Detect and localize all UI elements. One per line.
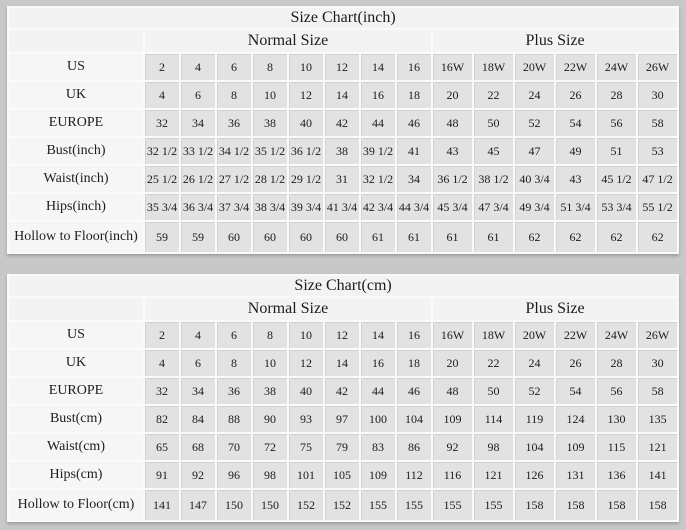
size-value-cell: 36 1/2 [289, 138, 323, 164]
size-value-cell: 50 [474, 110, 513, 136]
size-value-cell: 18 [397, 82, 431, 108]
size-value-cell: 131 [556, 462, 595, 488]
size-value-cell: 70 [217, 434, 251, 460]
row-label: UK [9, 82, 143, 108]
size-value-cell: 49 [556, 138, 595, 164]
size-value-cell: 44 [361, 110, 395, 136]
table-row [9, 490, 677, 520]
size-value-cell: 155 [433, 490, 472, 520]
size-value-cell: 158 [638, 490, 677, 520]
table-row [9, 110, 677, 136]
size-value-cell: 58 [638, 110, 677, 136]
table-row [9, 462, 677, 488]
size-value-cell: 98 [474, 434, 513, 460]
size-value-cell: 30 [638, 82, 677, 108]
size-value-cell: 4 [181, 54, 215, 80]
size-value-cell: 18W [474, 54, 513, 80]
size-value-cell: 36 1/2 [433, 166, 472, 192]
size-value-cell: 61 [397, 222, 431, 252]
size-value-cell: 68 [181, 434, 215, 460]
size-value-cell: 38 1/2 [474, 166, 513, 192]
size-value-cell: 45 1/2 [597, 166, 636, 192]
row-label: Bust(cm) [9, 406, 143, 432]
row-label: Hollow to Floor(cm) [9, 490, 143, 520]
size-value-cell: 26W [638, 322, 677, 348]
size-value-cell: 4 [145, 82, 179, 108]
table-row [9, 82, 677, 108]
size-value-cell: 114 [474, 406, 513, 432]
size-value-cell: 49 3/4 [515, 194, 554, 220]
size-value-cell: 61 [474, 222, 513, 252]
size-value-cell: 16W [433, 322, 472, 348]
size-value-cell: 26 [556, 82, 595, 108]
size-value-cell: 46 [397, 110, 431, 136]
size-value-cell: 72 [253, 434, 287, 460]
size-value-cell: 8 [217, 82, 251, 108]
size-value-cell: 36 [217, 378, 251, 404]
size-value-cell: 52 [515, 378, 554, 404]
size-value-cell: 115 [597, 434, 636, 460]
size-value-cell: 24W [597, 54, 636, 80]
size-value-cell: 18 [397, 350, 431, 376]
size-value-cell: 42 [325, 378, 359, 404]
size-value-cell: 40 [289, 110, 323, 136]
size-value-cell: 135 [638, 406, 677, 432]
size-value-cell: 2 [145, 54, 179, 80]
size-value-cell: 53 [638, 138, 677, 164]
size-value-cell: 41 3/4 [325, 194, 359, 220]
size-value-cell: 109 [433, 406, 472, 432]
row-label: Hips(inch) [9, 194, 143, 220]
size-value-cell: 16 [397, 322, 431, 348]
size-value-cell: 12 [289, 82, 323, 108]
size-value-cell: 8 [253, 322, 287, 348]
size-value-cell: 22W [556, 54, 595, 80]
size-value-cell: 40 [289, 378, 323, 404]
size-value-cell: 10 [253, 350, 287, 376]
size-value-cell: 116 [433, 462, 472, 488]
size-value-cell: 60 [325, 222, 359, 252]
size-value-cell: 22W [556, 322, 595, 348]
table-title-row [9, 276, 677, 296]
size-value-cell: 62 [638, 222, 677, 252]
size-value-cell: 124 [556, 406, 595, 432]
size-value-cell: 6 [217, 54, 251, 80]
size-value-cell: 30 [638, 350, 677, 376]
size-value-cell: 32 [145, 378, 179, 404]
size-value-cell: 46 [397, 378, 431, 404]
table-row [9, 406, 677, 432]
size-value-cell: 60 [253, 222, 287, 252]
size-value-cell: 14 [325, 350, 359, 376]
size-value-cell: 136 [597, 462, 636, 488]
size-value-cell: 18W [474, 322, 513, 348]
size-value-cell: 29 1/2 [289, 166, 323, 192]
size-value-cell: 8 [253, 54, 287, 80]
row-label: EUROPE [9, 110, 143, 136]
size-value-cell: 97 [325, 406, 359, 432]
size-value-cell: 34 [397, 166, 431, 192]
size-value-cell: 10 [289, 322, 323, 348]
size-value-cell: 43 [433, 138, 472, 164]
size-value-cell: 14 [325, 82, 359, 108]
size-value-cell: 60 [217, 222, 251, 252]
size-value-cell: 141 [145, 490, 179, 520]
size-value-cell: 62 [556, 222, 595, 252]
plus-size-header: Plus Size [433, 30, 677, 52]
size-value-cell: 88 [217, 406, 251, 432]
normal-size-header: Normal Size [145, 298, 431, 320]
size-value-cell: 59 [145, 222, 179, 252]
table-row [9, 54, 677, 80]
size-value-cell: 109 [361, 462, 395, 488]
size-value-cell: 32 1/2 [361, 166, 395, 192]
size-value-cell: 141 [638, 462, 677, 488]
size-value-cell: 40 3/4 [515, 166, 554, 192]
size-group-header-row [9, 298, 677, 320]
size-value-cell: 61 [433, 222, 472, 252]
size-value-cell: 32 [145, 110, 179, 136]
size-value-cell: 47 3/4 [474, 194, 513, 220]
size-value-cell: 22 [474, 350, 513, 376]
row-label: Hips(cm) [9, 462, 143, 488]
size-value-cell: 104 [397, 406, 431, 432]
size-value-cell: 119 [515, 406, 554, 432]
row-label: EUROPE [9, 378, 143, 404]
size-value-cell: 51 3/4 [556, 194, 595, 220]
row-label: US [9, 54, 143, 80]
size-value-cell: 10 [289, 54, 323, 80]
table-title-row [9, 8, 677, 28]
size-value-cell: 8 [217, 350, 251, 376]
size-value-cell: 12 [289, 350, 323, 376]
size-value-cell: 44 [361, 378, 395, 404]
size-value-cell: 22 [474, 82, 513, 108]
size-value-cell: 24 [515, 350, 554, 376]
size-value-cell: 90 [253, 406, 287, 432]
size-value-cell: 152 [289, 490, 323, 520]
table-row [9, 350, 677, 376]
size-value-cell: 92 [433, 434, 472, 460]
size-value-cell: 45 3/4 [433, 194, 472, 220]
size-value-cell: 105 [325, 462, 359, 488]
size-value-cell: 45 [474, 138, 513, 164]
size-chart-cm-table [7, 274, 679, 522]
size-value-cell: 60 [289, 222, 323, 252]
size-value-cell: 32 1/2 [145, 138, 179, 164]
table-row [9, 322, 677, 348]
size-value-cell: 14 [361, 322, 395, 348]
corner-cell [9, 298, 143, 320]
size-value-cell: 26 1/2 [181, 166, 215, 192]
size-value-cell: 4 [145, 350, 179, 376]
size-value-cell: 62 [597, 222, 636, 252]
size-value-cell: 34 [181, 378, 215, 404]
size-value-cell: 20W [515, 322, 554, 348]
size-value-cell: 150 [253, 490, 287, 520]
size-value-cell: 47 1/2 [638, 166, 677, 192]
size-value-cell: 104 [515, 434, 554, 460]
table-row [9, 222, 677, 252]
size-value-cell: 16 [397, 54, 431, 80]
size-value-cell: 130 [597, 406, 636, 432]
size-value-cell: 38 [253, 110, 287, 136]
size-value-cell: 83 [361, 434, 395, 460]
size-value-cell: 65 [145, 434, 179, 460]
size-group-header-row [9, 30, 677, 52]
size-value-cell: 48 [433, 110, 472, 136]
size-value-cell: 14 [361, 54, 395, 80]
size-chart-inch-section [7, 6, 679, 254]
size-value-cell: 37 3/4 [217, 194, 251, 220]
size-value-cell: 20 [433, 82, 472, 108]
size-value-cell: 36 [217, 110, 251, 136]
size-value-cell: 52 [515, 110, 554, 136]
size-value-cell: 96 [217, 462, 251, 488]
size-value-cell: 38 3/4 [253, 194, 287, 220]
size-value-cell: 92 [181, 462, 215, 488]
plus-size-header: Plus Size [433, 298, 677, 320]
size-value-cell: 79 [325, 434, 359, 460]
size-value-cell: 38 [253, 378, 287, 404]
size-chart-cm-section [7, 274, 679, 522]
size-value-cell: 27 1/2 [217, 166, 251, 192]
table-row [9, 166, 677, 192]
size-value-cell: 39 3/4 [289, 194, 323, 220]
size-value-cell: 91 [145, 462, 179, 488]
size-value-cell: 100 [361, 406, 395, 432]
size-value-cell: 36 3/4 [181, 194, 215, 220]
size-value-cell: 158 [597, 490, 636, 520]
size-value-cell: 53 3/4 [597, 194, 636, 220]
size-value-cell: 12 [325, 54, 359, 80]
size-value-cell: 28 [597, 350, 636, 376]
size-value-cell: 2 [145, 322, 179, 348]
size-value-cell: 4 [181, 322, 215, 348]
size-value-cell: 158 [556, 490, 595, 520]
size-value-cell: 155 [397, 490, 431, 520]
size-value-cell: 16 [361, 350, 395, 376]
table-row [9, 138, 677, 164]
size-value-cell: 34 1/2 [217, 138, 251, 164]
size-value-cell: 6 [181, 82, 215, 108]
size-value-cell: 12 [325, 322, 359, 348]
size-value-cell: 10 [253, 82, 287, 108]
size-value-cell: 54 [556, 110, 595, 136]
size-value-cell: 16W [433, 54, 472, 80]
size-value-cell: 20W [515, 54, 554, 80]
size-value-cell: 55 1/2 [638, 194, 677, 220]
size-value-cell: 6 [181, 350, 215, 376]
size-value-cell: 41 [397, 138, 431, 164]
size-value-cell: 47 [515, 138, 554, 164]
row-label: US [9, 322, 143, 348]
size-value-cell: 43 [556, 166, 595, 192]
row-label: Hollow to Floor(inch) [9, 222, 143, 252]
size-value-cell: 84 [181, 406, 215, 432]
size-value-cell: 75 [289, 434, 323, 460]
size-value-cell: 28 1/2 [253, 166, 287, 192]
size-value-cell: 31 [325, 166, 359, 192]
size-value-cell: 6 [217, 322, 251, 348]
table-row [9, 378, 677, 404]
size-value-cell: 93 [289, 406, 323, 432]
size-value-cell: 20 [433, 350, 472, 376]
size-value-cell: 24W [597, 322, 636, 348]
size-value-cell: 126 [515, 462, 554, 488]
corner-cell [9, 30, 143, 52]
size-value-cell: 101 [289, 462, 323, 488]
size-value-cell: 98 [253, 462, 287, 488]
size-value-cell: 59 [181, 222, 215, 252]
size-value-cell: 50 [474, 378, 513, 404]
row-label: UK [9, 350, 143, 376]
size-value-cell: 38 [325, 138, 359, 164]
size-value-cell: 48 [433, 378, 472, 404]
table-title: Size Chart(cm) [9, 276, 677, 296]
size-value-cell: 51 [597, 138, 636, 164]
table-row [9, 434, 677, 460]
size-value-cell: 58 [638, 378, 677, 404]
size-value-cell: 121 [638, 434, 677, 460]
normal-size-header: Normal Size [145, 30, 431, 52]
size-value-cell: 56 [597, 378, 636, 404]
size-value-cell: 24 [515, 82, 554, 108]
size-value-cell: 112 [397, 462, 431, 488]
size-chart-inch-table [7, 6, 679, 254]
size-value-cell: 33 1/2 [181, 138, 215, 164]
size-value-cell: 16 [361, 82, 395, 108]
size-value-cell: 56 [597, 110, 636, 136]
size-value-cell: 155 [361, 490, 395, 520]
size-value-cell: 150 [217, 490, 251, 520]
row-label: Waist(cm) [9, 434, 143, 460]
size-value-cell: 61 [361, 222, 395, 252]
size-value-cell: 62 [515, 222, 554, 252]
size-value-cell: 28 [597, 82, 636, 108]
size-value-cell: 42 [325, 110, 359, 136]
size-value-cell: 26 [556, 350, 595, 376]
size-value-cell: 82 [145, 406, 179, 432]
size-value-cell: 26W [638, 54, 677, 80]
size-chart-inch-body [9, 54, 677, 252]
size-value-cell: 39 1/2 [361, 138, 395, 164]
table-title: Size Chart(inch) [9, 8, 677, 28]
table-row [9, 194, 677, 220]
row-label: Waist(inch) [9, 166, 143, 192]
size-value-cell: 34 [181, 110, 215, 136]
size-value-cell: 42 3/4 [361, 194, 395, 220]
size-value-cell: 147 [181, 490, 215, 520]
size-value-cell: 152 [325, 490, 359, 520]
size-chart-cm-body [9, 322, 677, 520]
size-value-cell: 54 [556, 378, 595, 404]
size-value-cell: 109 [556, 434, 595, 460]
size-value-cell: 158 [515, 490, 554, 520]
size-value-cell: 35 1/2 [253, 138, 287, 164]
row-label: Bust(inch) [9, 138, 143, 164]
size-value-cell: 86 [397, 434, 431, 460]
size-value-cell: 121 [474, 462, 513, 488]
size-value-cell: 25 1/2 [145, 166, 179, 192]
size-value-cell: 44 3/4 [397, 194, 431, 220]
size-value-cell: 155 [474, 490, 513, 520]
size-value-cell: 35 3/4 [145, 194, 179, 220]
